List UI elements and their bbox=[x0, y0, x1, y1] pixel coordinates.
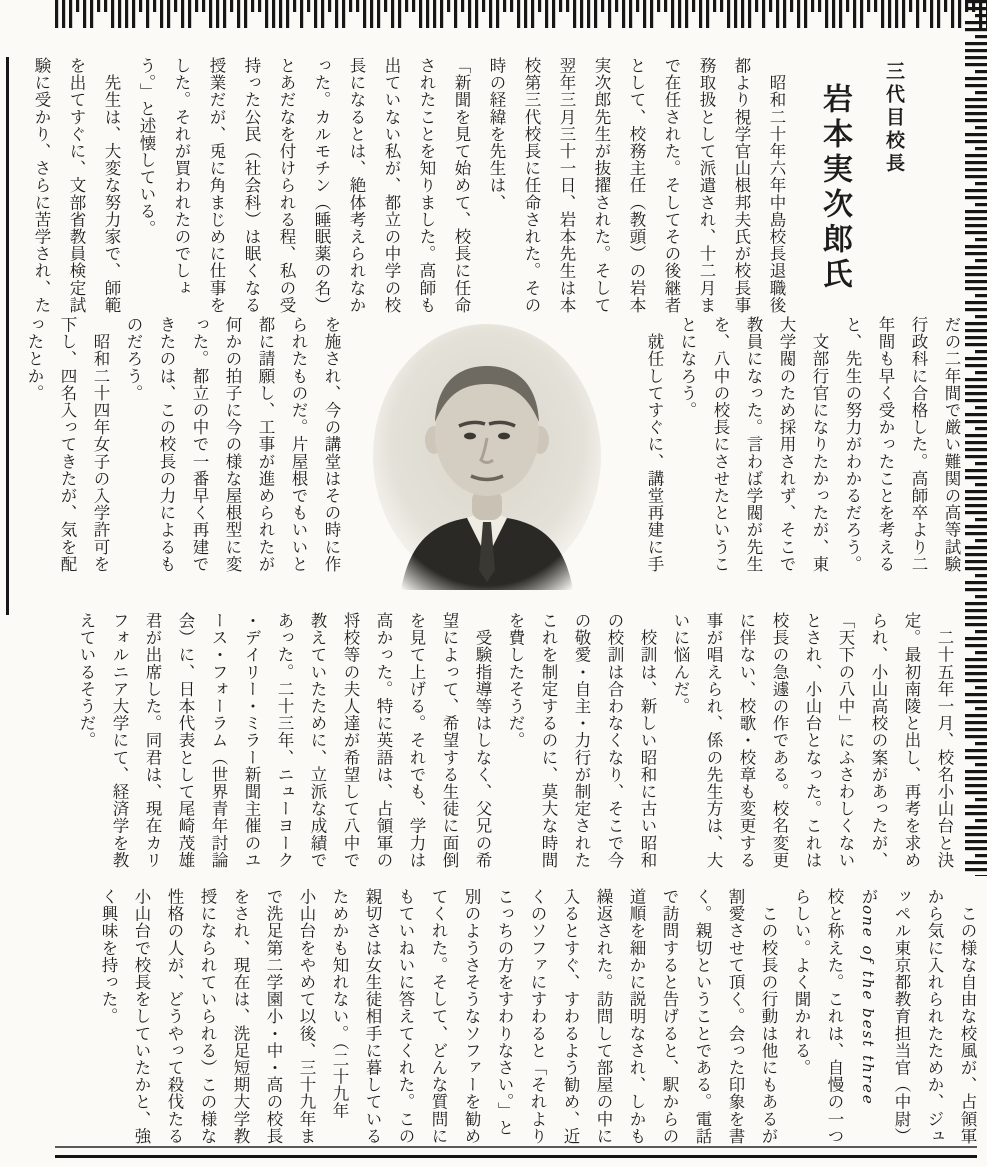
portrait-photo-image bbox=[371, 322, 603, 590]
text-column: 出ていない私が、都立の中学の校 bbox=[382, 57, 401, 314]
text-column: を、八中の校長にさせたというこ bbox=[711, 316, 730, 573]
text-column: いに悩んだ。 bbox=[671, 612, 690, 715]
text-column: ース・フォーラム（世界青年討論 bbox=[209, 612, 228, 869]
latin-phrase: one of the best three bbox=[859, 905, 877, 1106]
text-column: 授業だが、兎に角まじめに仕事を bbox=[207, 57, 226, 314]
text-column: 「天下の八中」にふさわしくない bbox=[836, 612, 855, 869]
text-column: 親切さは女生徒相手に暮している bbox=[363, 888, 382, 1145]
top-comb-border bbox=[55, 0, 987, 30]
text-column bbox=[857, 888, 879, 1150]
text-column: 先生は、大変な努力家で、師範 bbox=[102, 57, 121, 314]
text-column: を費したそうだ。 bbox=[506, 612, 525, 749]
text-column: 性格の人が、どうやって殺伐たる bbox=[165, 888, 184, 1145]
text-column: 受験指導等はしなく、父兄の希 bbox=[473, 612, 492, 869]
text-run: が bbox=[859, 888, 878, 906]
text-column: 持った公民（社会科）は眠くなる bbox=[242, 57, 261, 314]
tier-2-left-columns bbox=[12, 316, 342, 578]
text-column: 小山台で校長をしていたかと、強 bbox=[132, 888, 151, 1145]
text-column: ためかも知れない。（二十九年 bbox=[330, 888, 349, 1120]
text-column: 二十五年一月、校名小山台と決 bbox=[935, 612, 954, 869]
text-column: を見て上げる。それでも、学力は bbox=[407, 612, 426, 869]
text-column: らしい。よく聞かれる。 bbox=[792, 888, 811, 1077]
text-column: あった。二十三年、ニューヨーク bbox=[275, 612, 294, 869]
text-column: として、校務主任（教頭）の岩本 bbox=[627, 57, 646, 314]
text-column: 校訓は、新しい昭和に古い昭和 bbox=[638, 612, 657, 869]
text-column: られたものだ。片屋根でもいいと bbox=[289, 316, 308, 573]
right-comb-border bbox=[963, 0, 987, 876]
text-column: 事が唱えられ、係の先生方は、大 bbox=[704, 612, 723, 869]
text-column: 下し、四名入ってきたが、気を配 bbox=[58, 316, 77, 573]
text-column: 長になるとは、絶体考えられなか bbox=[347, 57, 366, 314]
tier-1-columns bbox=[15, 57, 905, 315]
text-column: ッペル東京都教育担当官（中尉） bbox=[892, 888, 911, 1145]
text-column: この様な自由な校風が、占領軍 bbox=[958, 888, 977, 1145]
text-column: こっちの方をすわりなさい。」と bbox=[495, 888, 514, 1137]
text-column: 君が出席した。同君は、現在カリ bbox=[143, 612, 162, 869]
text-column: 実次郎先生が抜擢された。そして bbox=[592, 57, 611, 314]
text-column: とされ、小山台となった。これは bbox=[803, 612, 822, 869]
text-column: 就任してすぐに、講堂再建に手 bbox=[645, 316, 664, 573]
text-column: う。」と述懐している。 bbox=[137, 57, 156, 237]
text-column: この校長の行動は他にもあるが bbox=[759, 888, 778, 1145]
text-column: を施され、今の講堂はその時に作 bbox=[322, 316, 341, 573]
text-column: った。カルモチン（睡眠薬の名） bbox=[312, 57, 331, 314]
text-column: これを制定するのに、莫大な時間 bbox=[539, 612, 558, 869]
text-column: 定。最初南陵と出し、再考を求め bbox=[902, 612, 921, 869]
text-column: と、先生の努力がわかるだろう。 bbox=[843, 316, 862, 573]
left-page-rule bbox=[6, 57, 9, 615]
text-column: った。都立の中で一番早く再建で bbox=[190, 316, 209, 573]
text-column: 文部行官になりたかったが、東 bbox=[810, 316, 829, 573]
text-column: ・デイリー・ミラー新聞主催のユ bbox=[242, 612, 261, 869]
text-column: で訪問すると告げると、駅からの bbox=[660, 888, 679, 1145]
text-column: のだろう。 bbox=[124, 316, 143, 402]
text-column: くのソファにすわると「それより bbox=[528, 888, 547, 1145]
text-column: 繰返された。訪問して部屋の中に bbox=[594, 888, 613, 1145]
text-column: した。それが買われたのでしょ bbox=[172, 57, 191, 297]
text-column: で洗足第二学園小・中・高の校長 bbox=[264, 888, 283, 1145]
text-column: 授になられていられる）この様な bbox=[198, 888, 217, 1145]
text-column: とになろう。 bbox=[678, 316, 697, 419]
text-column: ったとか。 bbox=[25, 316, 44, 402]
text-column: もていねいに答えてくれた。この bbox=[396, 888, 415, 1145]
text-column: 務取扱として派遣され、十二月ま bbox=[697, 57, 716, 314]
article-kicker: 三代目校長 bbox=[883, 61, 904, 176]
text-column: 教えていたために、立派な成績で bbox=[308, 612, 327, 869]
text-column: 昭和二十四年女子の入学許可を bbox=[91, 316, 110, 573]
text-column: 望によって、希望する生徒に面倒 bbox=[440, 612, 459, 869]
bottom-page-rule bbox=[55, 1146, 977, 1158]
text-column: 験に受かり、さらに苦学され、た bbox=[32, 57, 51, 314]
text-column: 別のようさそうなソファーを勧め bbox=[462, 888, 481, 1145]
text-column: から気に入れられたためか、ジュ bbox=[925, 888, 944, 1145]
text-column: 教員になった。言わば学閥が先生 bbox=[744, 316, 763, 573]
text-column: を出てすぐに、文部省教員検定試 bbox=[67, 57, 86, 314]
text-column: されたことを知りました。高師も bbox=[417, 57, 436, 314]
text-column: 小山台をやめて以後、三十九年ま bbox=[297, 888, 316, 1145]
text-column: 高かった。特に英語は、占領軍の bbox=[374, 612, 393, 869]
text-column: られ、小山高校の案があったが、 bbox=[869, 612, 888, 869]
text-column: 昭和二十年六年中島校長退職後 bbox=[767, 57, 786, 314]
text-column: 割愛させて頂く。会った印象を書 bbox=[726, 888, 745, 1145]
article-title: 岩本実次郎氏 bbox=[818, 83, 851, 293]
text-column: く興味を持った。 bbox=[99, 888, 118, 1025]
text-column: 都より視学官山根邦夫氏が校長事 bbox=[732, 57, 751, 314]
tier-4-columns bbox=[30, 888, 978, 1150]
text-column: く。親切ということである。電話 bbox=[693, 888, 712, 1145]
tier-2-right-columns bbox=[632, 316, 962, 578]
text-column: 時の経緯を先生は、 bbox=[487, 57, 506, 211]
text-column: の敬愛・自主・力行が制定された bbox=[572, 612, 591, 869]
text-column: 校第三代校長に任命された。その bbox=[522, 57, 541, 314]
text-column: 校長の急遽の作である。校名変更 bbox=[770, 612, 789, 869]
tier-2-section bbox=[12, 316, 962, 578]
text-column: とあだなを付けられる程、私の受 bbox=[277, 57, 296, 314]
text-column: 「新聞を見て始めて、校長に任命 bbox=[452, 57, 471, 314]
text-column: 何かの拍子に今の様な屋根型に変 bbox=[223, 316, 242, 573]
text-column: 校と称えた。これは、自慢の一つ bbox=[825, 888, 844, 1145]
text-column: てくれた。そして、どんな質問に bbox=[429, 888, 448, 1145]
text-column: だの二年間で厳い難関の高等試験 bbox=[942, 316, 961, 573]
text-column: 大学閥のため採用されず、そこで bbox=[777, 316, 796, 573]
text-column: をされ、現在は、洗足短期大学教 bbox=[231, 888, 250, 1145]
portrait-photo bbox=[371, 322, 603, 590]
text-column: 将校等の夫人達が希望して八中で bbox=[341, 612, 360, 869]
tier-3-columns bbox=[30, 612, 955, 874]
text-column: 会）に、日本代表として尾崎茂雄 bbox=[176, 612, 195, 869]
text-column: 行政科に合格した。高師卒より二 bbox=[909, 316, 928, 573]
text-column: の校訓は合わなくなり、そこで今 bbox=[605, 612, 624, 869]
text-column: 都に請願し、工事が進められたが bbox=[256, 316, 275, 573]
text-column: 道順を細かに説明なされ、しかも bbox=[627, 888, 646, 1145]
text-column: 入るとすぐ、すわるよう勧め、近 bbox=[561, 888, 580, 1145]
text-column: で在任された。そしてその後継者 bbox=[662, 57, 681, 314]
text-column: えているそうだ。 bbox=[77, 612, 96, 749]
text-column: 翌年三月三十一日、岩本先生は本 bbox=[557, 57, 576, 314]
text-column: に伴ない、校歌・校章も変更する bbox=[737, 612, 756, 869]
text-column: 年間も早く受かったことを考える bbox=[876, 316, 895, 573]
text-column: きたのは、この校長の力によるも bbox=[157, 316, 176, 573]
text-column: フォルニア大学にて、経済学を教 bbox=[110, 612, 129, 869]
